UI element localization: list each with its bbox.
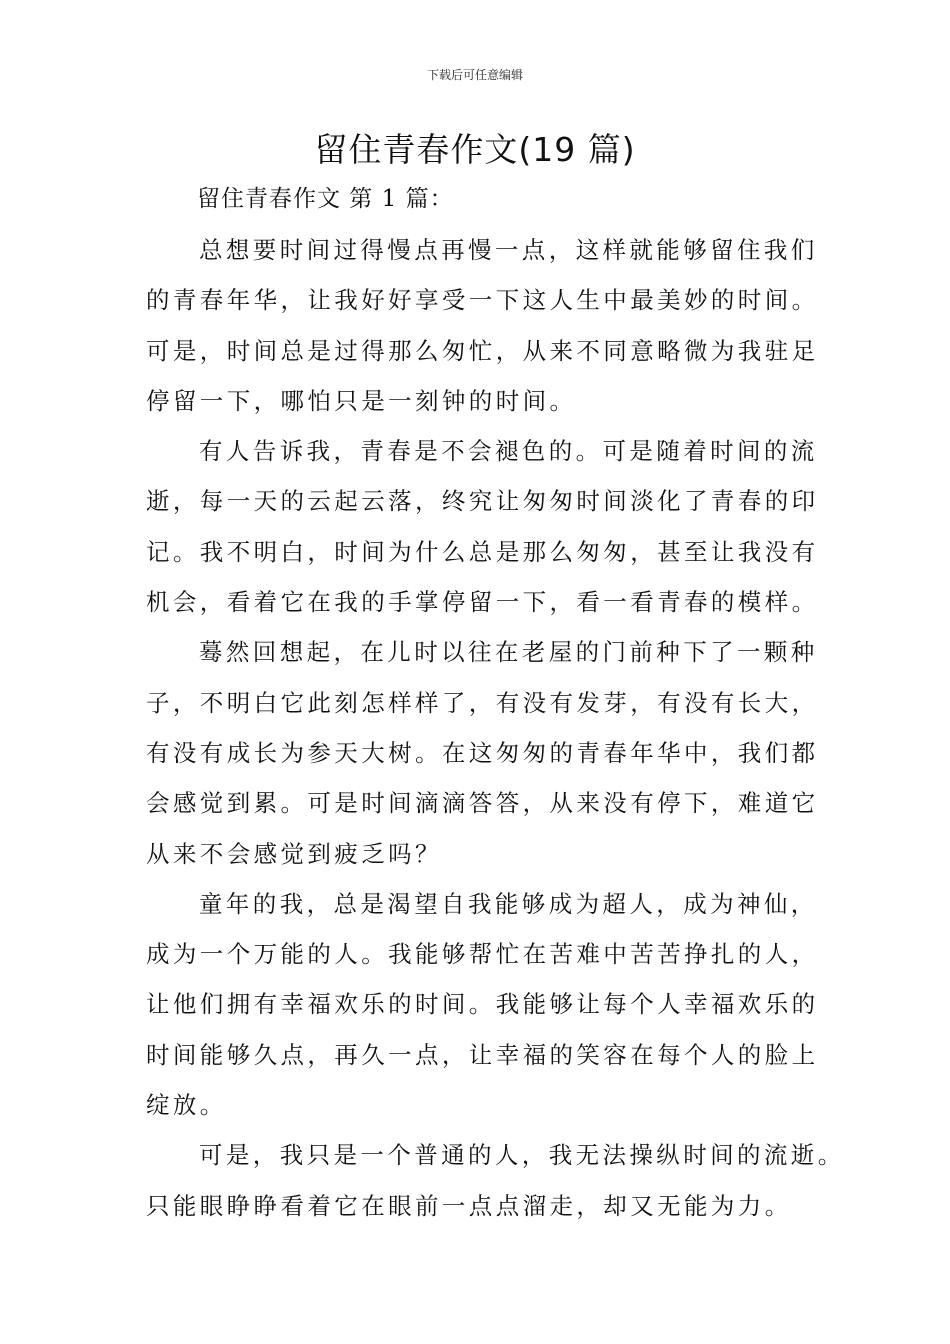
text-line: 有没有成长为参天大树。在这匆匆的青春年华中，我们都 [146,738,819,767]
text-line: 停留一下，哪怕只是一刻钟的时间。 [146,386,577,415]
text-line: 总想要时间过得慢点再慢一点，这样就能够留住我们 [199,236,818,264]
header-note: 下载后可任意编辑 [426,68,523,82]
section-heading: 留住青春作文 第 1 篇： [197,186,454,212]
text-line: 从来不会感觉到疲乏吗？ [146,839,442,868]
text-line: 有人告诉我，青春是不会褪色的。可是随着时间的流 [199,437,818,466]
text-line: 逝，每一天的云起云落，终究让匆匆时间淡化了青春的印 [146,487,819,516]
text-line: 子，不明白它此刻怎样样了，有没有发芽，有没有长大， [146,688,819,717]
text-line: 机会，看着它在我的手掌停留一下，看一看青春的模样。 [146,588,819,617]
text-line: 可是，时间总是过得那么匆忙，从来不同意略微为我驻足 [146,336,819,365]
body-text [146,232,845,1238]
text-line: 让他们拥有幸福欢乐的时间。我能够让每个人幸福欢乐的 [146,990,819,1019]
text-line: 会感觉到累。可是时间滴滴答答，从来没有停下，难道它 [146,789,819,818]
text-line: 蓦然回想起，在儿时以往在老屋的门前种下了一颗种 [199,638,818,667]
text-line: 的青春年华，让我好好享受一下这人生中最美妙的时间。 [146,286,819,315]
text-line: 时间能够久点，再久一点，让幸福的笑容在每个人的脸上 [146,1040,819,1069]
text-line: 成为一个万能的人。我能够帮忙在苦难中苦苦挣扎的人， [146,940,819,969]
text-line: 童年的我，总是渴望自我能够成为超人，成为神仙， [199,889,818,918]
text-line: 可是，我只是一个普通的人，我无法操纵时间的流逝。 [199,1141,845,1170]
text-line: 只能眼睁睁看着它在眼前一点点溜走，却又无能为力。 [146,1191,792,1220]
text-line: 绽放。 [146,1091,227,1120]
text-line: 记。我不明白，时间为什么总是那么匆匆，甚至让我没有 [146,537,819,566]
document-title: 留住青春作文(19 篇) [314,130,636,169]
